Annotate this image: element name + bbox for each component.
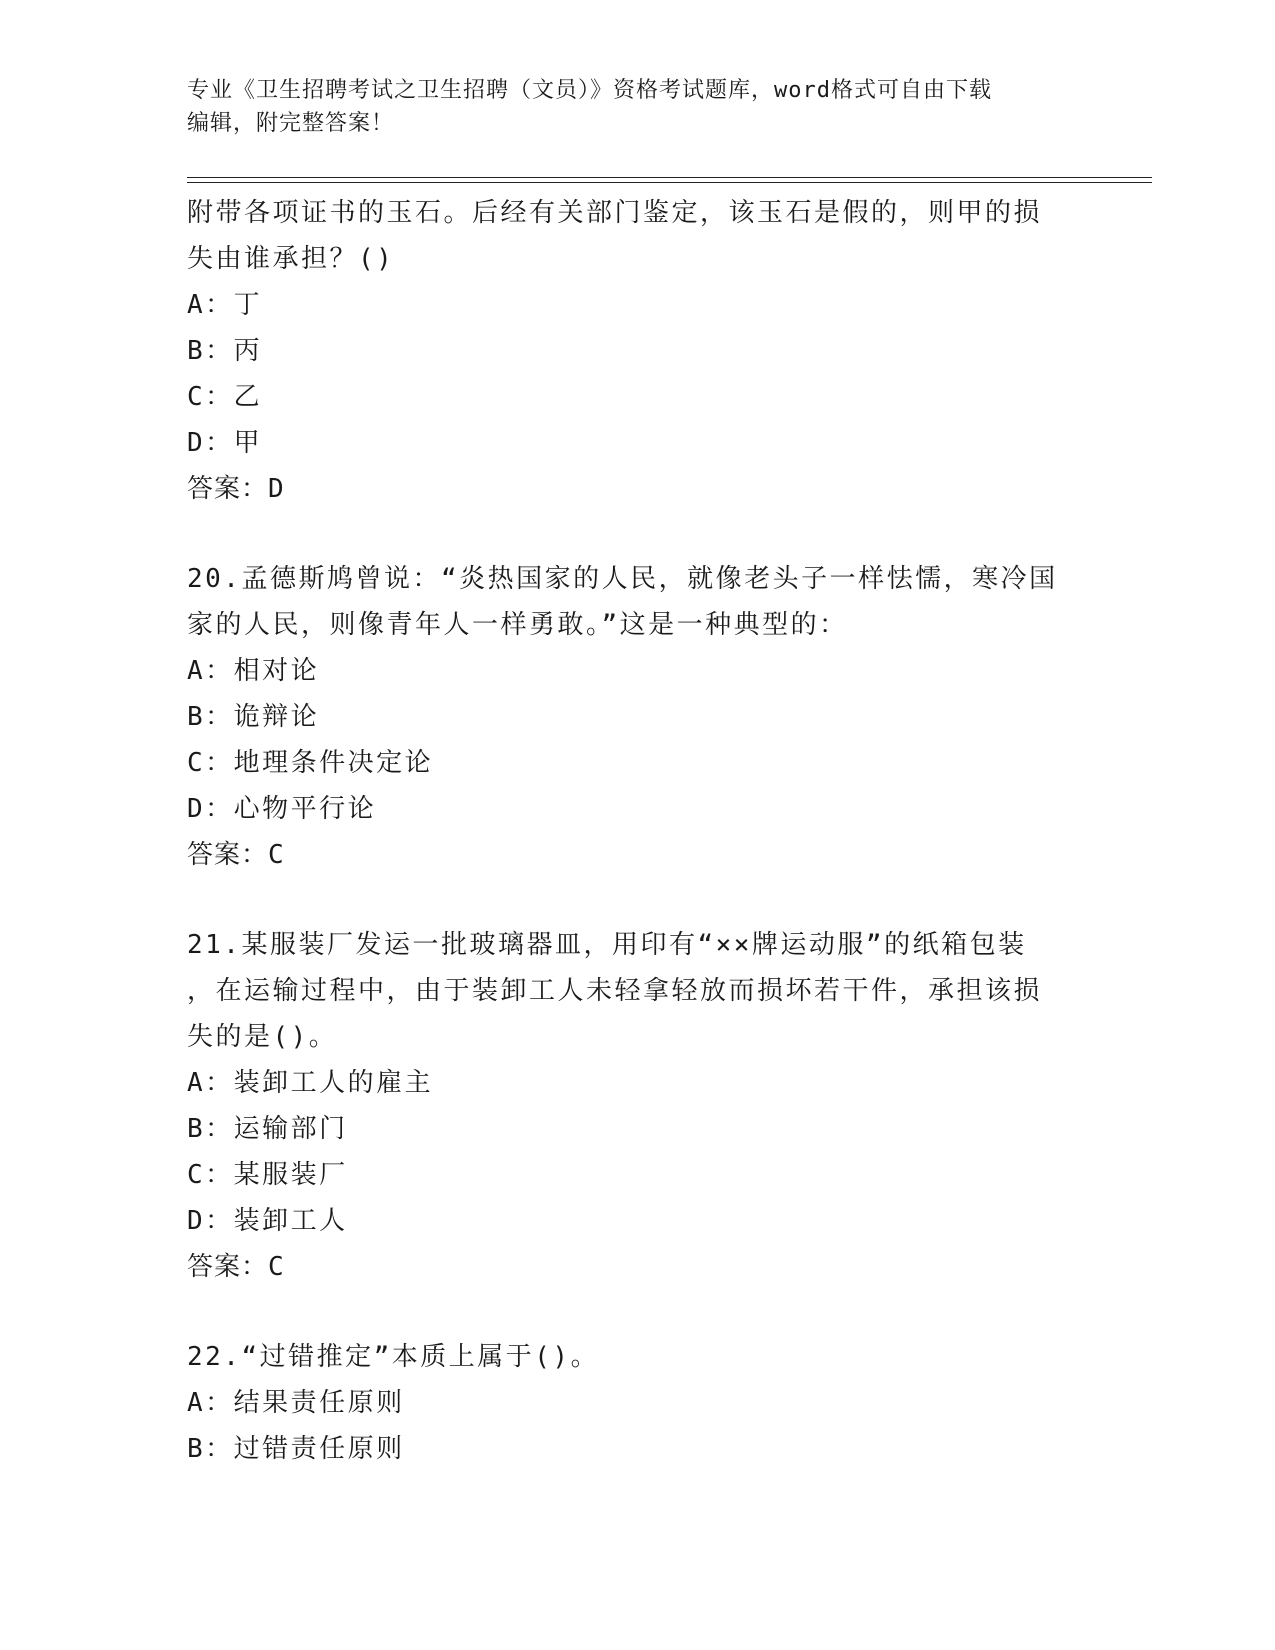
option-d: D：甲 <box>187 428 263 458</box>
option-a: A：相对论 <box>187 656 320 686</box>
header-line-1: 专业《卫生招聘考试之卫生招聘（文员）》资格考试题库，word格式可自由下载 <box>187 78 992 103</box>
question-text-line: ，在运输过程中，由于装卸工人未轻拿轻放而损坏若干件，承担该损 <box>187 976 1043 1006</box>
option-d: D：心物平行论 <box>187 794 377 824</box>
option-a: A：装卸工人的雇主 <box>187 1068 434 1098</box>
question-text-line: 家的人民，则像青年人一样勇敢。”这是一种典型的： <box>187 610 848 640</box>
option-b: B：运输部门 <box>187 1114 348 1144</box>
option-c: C：某服装厂 <box>187 1160 348 1190</box>
option-c: C：乙 <box>187 382 263 412</box>
document-header <box>187 74 1087 140</box>
question-19 <box>187 190 1087 512</box>
option-b: B：诡辩论 <box>187 702 320 732</box>
answer: 答案：D <box>187 474 285 504</box>
question-22 <box>187 1334 1087 1472</box>
option-a: A：丁 <box>187 290 263 320</box>
question-20 <box>187 556 1087 878</box>
question-text-line: 失的是()。 <box>187 1022 338 1052</box>
option-b: B：丙 <box>187 336 263 366</box>
header-line-2: 编辑，附完整答案！ <box>187 111 395 136</box>
question-text-line: 20.孟德斯鸠曾说：“炎热国家的人民，就像老头子一样怯懦，寒冷国 <box>187 564 1058 594</box>
question-text-line: 失由谁承担？() <box>187 244 395 274</box>
spacer <box>187 512 1087 556</box>
question-21 <box>187 922 1087 1290</box>
header-rule-bottom <box>187 182 1152 183</box>
question-text-line: 附带各项证书的玉石。后经有关部门鉴定，该玉石是假的，则甲的损 <box>187 198 1043 228</box>
spacer <box>187 1290 1087 1334</box>
answer: 答案：C <box>187 1252 285 1282</box>
spacer <box>187 878 1087 922</box>
question-text-line: 21.某服装厂发运一批玻璃器皿，用印有“××牌运动服”的纸箱包装 <box>187 930 1027 960</box>
option-c: C：地理条件决定论 <box>187 748 434 778</box>
answer: 答案：C <box>187 840 285 870</box>
option-b: B：过错责任原则 <box>187 1434 405 1464</box>
header-rule-top <box>187 177 1152 178</box>
option-d: D：装卸工人 <box>187 1206 348 1236</box>
option-a: A：结果责任原则 <box>187 1388 405 1418</box>
question-list <box>187 190 1087 1472</box>
question-text-line: 22.“过错推定”本质上属于()。 <box>187 1342 600 1372</box>
